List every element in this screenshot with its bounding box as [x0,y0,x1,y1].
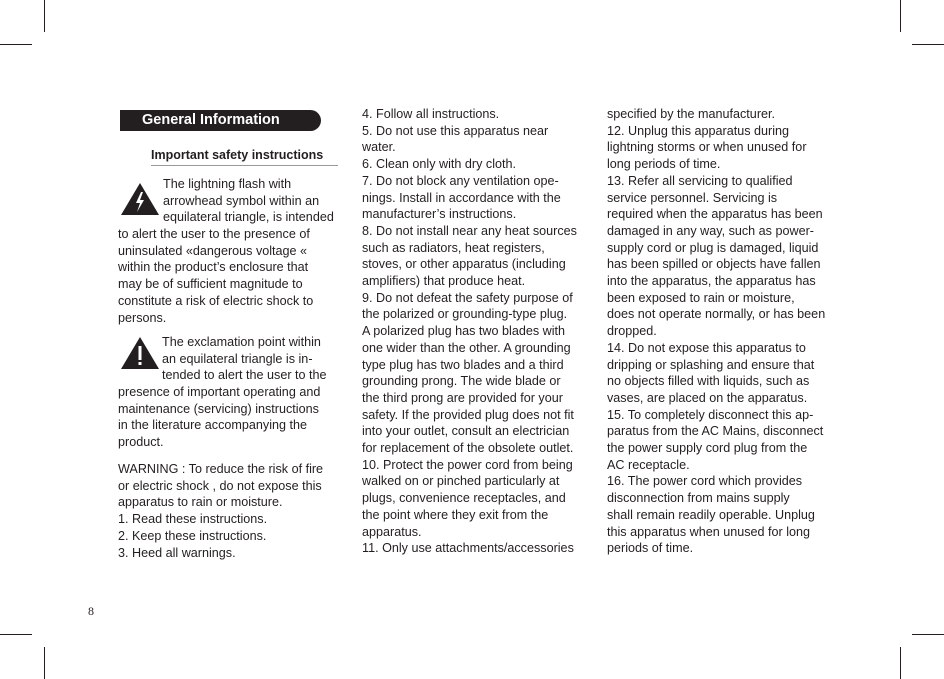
text-line: 14. Do not expose this apparatus to [607,340,806,355]
text-line: stoves, or other apparatus (including [362,257,566,272]
crop-mark [0,44,32,45]
text-line: 7. Do not block any ventilation ope- [362,173,559,188]
text-line: long periods of time. [607,157,721,172]
text-line: this apparatus when unused for long [607,524,811,539]
text-line: 8. Do not install near any heat sources [362,223,577,238]
text-line: safety. If the provided plug does not fit [362,407,574,422]
text-line: product. [118,435,164,450]
text-line: within the product’s enclosure that [118,260,309,275]
crop-mark [900,647,901,679]
crop-mark [44,647,45,679]
text-line: The lightning flash with [163,177,292,191]
text-line: for replacement of the obsolete outlet. [362,441,574,456]
text-line: constitute a risk of electric shock to [118,293,314,308]
exclamation-text-indented [162,334,327,384]
text-line: the polarized or grounding-type plug. [362,307,568,322]
text-line: in the literature accompanying the [118,418,308,433]
crop-mark [912,44,944,45]
text-line: 3. Heed all warnings. [118,545,236,560]
text-line: 1. Read these instructions. [118,512,268,527]
text-line: service personnel. Servicing is [607,190,778,205]
text-line: into your outlet, consult an electrician [362,424,570,439]
crop-mark [44,0,45,32]
text-line: may be of sufficient magnitude to [118,277,303,292]
text-line: or electric shock , do not expose this [118,478,322,493]
text-line: arrowhead symbol within an [163,193,320,208]
text-line: water. [362,140,396,155]
text-line: apparatus. [362,524,422,539]
text-line: the third prong are provided for your [362,390,563,405]
text-line: supply cord or plug is damaged, liquid [607,240,819,255]
text-line: 10. Protect the power cord from being [362,457,573,472]
text-line: vases, are placed on the apparatus. [607,390,808,405]
warning-text [118,461,323,561]
text-line: such as radiators, heat registers, [362,240,545,255]
text-line: 4. Follow all instructions. [362,107,500,121]
text-line: equilateral triangle, is intended [163,210,334,225]
section-title: General Information [120,110,321,131]
text-line: periods of time. [607,541,694,556]
text-line: walked on or pinched particularly at [362,474,560,489]
crop-mark [900,0,901,32]
page-number: 8 [88,604,94,618]
exclamation-text [118,384,320,451]
text-line: uninsulated «dangerous voltage « [118,243,308,258]
text-line: A polarized plug has two blades with [362,324,566,339]
text-line: plugs, convenience receptacles, and [362,491,566,506]
text-line: 5. Do not use this apparatus near [362,123,549,138]
text-line: 2. Keep these instructions. [118,528,267,543]
text-line: the point where they exit from the [362,507,549,522]
lightning-text [118,226,313,326]
text-line: The exclamation point within [162,335,321,349]
text-line: lightning storms or when unused for [607,140,807,155]
text-line: does not operate normally, or has been [607,307,826,322]
text-line: shall remain readily operable. Unplug [607,507,815,522]
text-line: 16. The power cord which provides [607,474,803,489]
crop-mark [912,634,944,635]
crop-mark [0,634,32,635]
text-line: AC receptacle. [607,457,690,472]
text-line: 9. Do not defeat the safety purpose of [362,290,573,305]
text-line: dropped. [607,324,657,339]
text-line: maintenance (servicing) instructions [118,401,319,416]
text-line: damaged in any way, such as power- [607,223,814,238]
text-line: 11. Only use attachments/accessories [362,541,574,556]
subheading: Important safety instructions [151,148,338,166]
text-line: specified by the manufacturer. [607,107,776,121]
text-line: WARNING : To reduce the risk of fire [118,462,324,476]
text-line: dripping or splashing and ensure that [607,357,815,372]
text-line: into the apparatus, the apparatus has [607,274,816,289]
text-line: an equilateral triangle is in- [162,351,313,366]
text-line: tended to alert the user to the [162,368,327,383]
text-line: to alert the user to the presence of [118,227,310,241]
text-line: has been spilled or objects have fallen [607,257,821,272]
text-line: amplifiers) that produce heat. [362,274,526,289]
text-line: the power supply cord plug from the [607,441,808,456]
text-line: persons. [118,310,167,325]
text-line: 6. Clean only with dry cloth. [362,157,516,172]
text-line: grounding prong. The wide blade or [362,374,561,389]
text-line: presence of important operating and [118,385,321,399]
text-line: 13. Refer all servicing to qualified [607,173,793,188]
column-3-text [607,106,825,557]
lightning-warning-icon [120,182,160,216]
text-line: manufacturer’s instructions. [362,207,517,222]
text-line: 12. Unplug this apparatus during [607,123,790,138]
text-line: one wider than the other. A grounding [362,340,571,355]
text-line: apparatus to rain or moisture. [118,495,283,510]
text-line: type plug has two blades and a third [362,357,564,372]
exclamation-warning-icon [120,336,160,370]
text-line: paratus from the AC Mains, disconnect [607,424,824,439]
text-line: been exposed to rain or moisture, [607,290,795,305]
text-line: no objects filled with liquids, such as [607,374,810,389]
text-line: nings. Install in accordance with the [362,190,561,205]
text-line: disconnection from mains supply [607,491,790,506]
column-2-text [362,106,577,557]
lightning-text-indented [163,176,334,226]
text-line: required when the apparatus has been [607,207,823,222]
text-line: 15. To completely disconnect this ap- [607,407,814,422]
